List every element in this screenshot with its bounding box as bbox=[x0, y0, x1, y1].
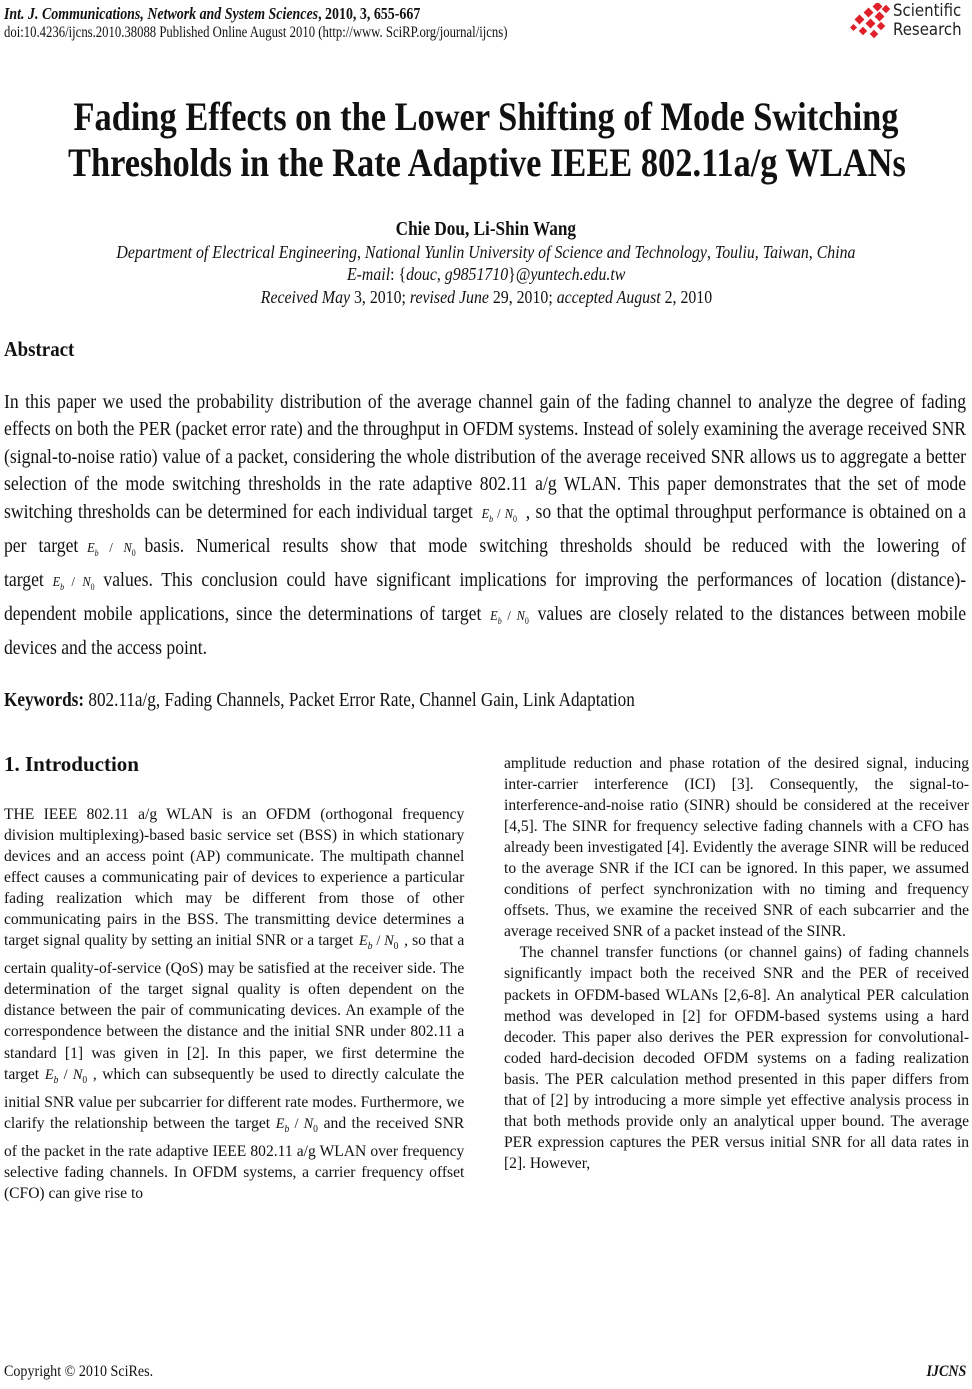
email-user-1: douc bbox=[405, 264, 437, 284]
eb-n0-symbol: $E_b / N_0$ bbox=[359, 933, 399, 953]
copyright-notice: Copyright © 2010 SciRes. bbox=[4, 1363, 154, 1380]
affiliation-city: Touliu bbox=[714, 242, 755, 262]
affiliation-country: China bbox=[816, 242, 856, 262]
diamond-cluster-logo-icon bbox=[850, 3, 892, 43]
abstract-paragraph: In this paper we used the probability distribution of the average channel gain of the fading channel to analyze the degree of fading effects on both the PER (packet error rate) and the throughput in OFDM systems. Instead of solely examining the average received SNR (signal-to-noise ratio) value of a packet, considering the whole distribution of the average received SNR allows us to aggregate a better selection of the mode switching thresholds in the rate adaptive 802.11 a/g WLAN. This paper demonstrates that the set of mode switching thresholds can be determined for each individual target $E_b / N_0$ , so that the optimal throughput performance is obtained on a per target $E_b / N_0$ basis. Numerical results show that mode switching thresholds should be reduced with the lowering of target $E_b / N_0$ values. This conclusion could have significant implications for improving the performances of location (distance)-dependent mobile applications, since the determinations of target $E_b / N_0$ values are closely related to the distances between mobile devices and the access point. bbox=[4, 391, 967, 660]
author-names: Chie Dou, Li-Shin Wang bbox=[395, 218, 577, 240]
affiliation-univ: National Yunlin University of Science and Technology bbox=[365, 242, 708, 262]
revised-label: revised June bbox=[409, 287, 489, 307]
authors bbox=[0, 218, 972, 241]
affiliation-dept: Department of Electrical Engineering bbox=[116, 242, 358, 262]
journal-citation bbox=[4, 4, 420, 24]
eb-n0-symbol: $E_b / N_0$ bbox=[275, 1115, 318, 1135]
affiliation: Department of Electrical Engineering, National Yunlin University of Science and Technology, Touliu, Taiwan, China bbox=[116, 242, 856, 262]
accepted-date: 2, 2010 bbox=[660, 287, 712, 307]
journal-abbrev: IJCNS bbox=[926, 1363, 966, 1380]
email-line: E-mail: {douc, g9851710}@yuntech.edu.tw bbox=[346, 264, 626, 284]
revised-date: 29, 2010; bbox=[488, 287, 557, 307]
received-date: 3, 2010; bbox=[349, 287, 410, 307]
keywords bbox=[4, 690, 635, 712]
accepted-label: accepted August bbox=[556, 287, 661, 307]
eb-n0-symbol: $E_b / N_0$ bbox=[490, 609, 529, 627]
keywords-text: 802.11a/g, Fading Channels, Packet Error Rate, Channel Gain, Link Adaptation bbox=[84, 690, 635, 711]
logo-text-research: Research bbox=[893, 20, 962, 40]
email-user-2: g9851710 bbox=[444, 264, 508, 284]
logo-text-scientific: Scientific bbox=[893, 1, 962, 21]
doi-line: doi:10.4236/ijcns.2010.38088 Published Online August 2010 (http://www. SciRP.org/journal/ijcns) bbox=[4, 24, 508, 41]
abstract-body bbox=[4, 389, 966, 663]
eb-n0-symbol: $E_b / N_0$ bbox=[87, 540, 136, 558]
paper-title bbox=[0, 94, 972, 186]
email-domain[interactable]: @yuntech.edu.tw bbox=[515, 264, 626, 284]
abstract-heading: Abstract bbox=[4, 337, 75, 361]
journal-name: Int. J. Communications, Network and System Sciences bbox=[4, 4, 319, 23]
intro-paragraph-2: The channel transfer functions (or channel gains) of fading channels significantly impact both the received SNR and the PER of received packets in OFDM-based WLANs [2,6-8]. An analytical PER calculation method was developed in [2] for OFDM-based systems using a hard decoder. This paper also derives the PER expression for convolutional-coded hard-decision decoded OFDM systems on a fading realization basis. The PER calculation method presented in this paper differs from that of [2] by introducing a more simple yet effective analysis process in that both methods provide only an analytical upper bound. The average PER expression captures the PER versus initial SNR for all data rates in [2]. However, bbox=[504, 942, 970, 1172]
keywords-label: Keywords: bbox=[4, 690, 85, 711]
left-column bbox=[4, 803, 464, 1203]
intro-paragraph-1: THE IEEE 802.11 a/g WLAN is an OFDM (orthogonal frequency division multiplexing)-based basic service set (BSS) in which stationary devices and an access point (AP) communicate. The multipath channel effect causes a communicating pair of devices to experience a particular fading realization which may be different from those of other communicating pairs in the BSS. The transmitting device determines a target signal quality by setting an initial SNR or a target $E_b / N_0$ , so that a certain quality-of-service (QoS) may be satisfied at the receiver side. The determination of the target signal quality is often dependent on the distance between the pair of communicating devices. An example of the correspondence between the distance and the initial SNR under 802.11 a standard [1] was given in [2]. In this paper, we first determine the target $E_b / N_0$ , which can subsequently be used to directly calculate the initial SNR value per subcarrier for different rate modes. Furthermore, we clarify the relationship between the target $E_b / N_0$ and the received SNR of the packet in the rate adaptive IEEE 802.11 a/g WLAN over frequency selective fading channels. In OFDM systems, a carrier frequency offset (CFO) can give rise to bbox=[4, 804, 465, 1202]
eb-n0-symbol: $E_b / N_0$ bbox=[44, 1066, 88, 1086]
eb-n0-symbol: $E_b / N_0$ bbox=[481, 506, 517, 524]
email-label: E-mail bbox=[346, 264, 390, 284]
eb-n0-symbol: $E_b / N_0$ bbox=[52, 575, 95, 592]
title-line-1: Fading Effects on the Lower Shifting of Mode Switching bbox=[73, 94, 899, 139]
publisher-logo bbox=[850, 0, 972, 46]
dates-line bbox=[0, 287, 972, 308]
received-label: Received May bbox=[260, 287, 350, 307]
journal-issue: , 2010, 3, 655-667 bbox=[318, 4, 421, 23]
title-line-2: Thresholds in the Rate Adaptive IEEE 802.11a/g WLANs bbox=[68, 140, 906, 185]
right-column bbox=[504, 752, 969, 1173]
section-heading-introduction: 1. Introduction bbox=[4, 752, 139, 776]
affiliation-region: Taiwan bbox=[762, 242, 809, 262]
intro-paragraph-1-cont: amplitude reduction and phase rotation of the desired signal, inducing inter-carrier interference (ICI) [3]. Consequently, the signal-to-interference-and-noise ratio (SINR) should be considered at the receiver [4,5]. The SINR for frequency selective fading channels with a CFO has already been investigated [4]. Evidently the average SINR will be reduced to the average SNR if the ICI can be ignored. In this paper, we assumed conditions of perfect synchronization with no timing and frequency offsets. Thus, we examine the received SNR of each subcarrier and the average received SNR of a packet instead of the SINR. bbox=[504, 753, 970, 941]
